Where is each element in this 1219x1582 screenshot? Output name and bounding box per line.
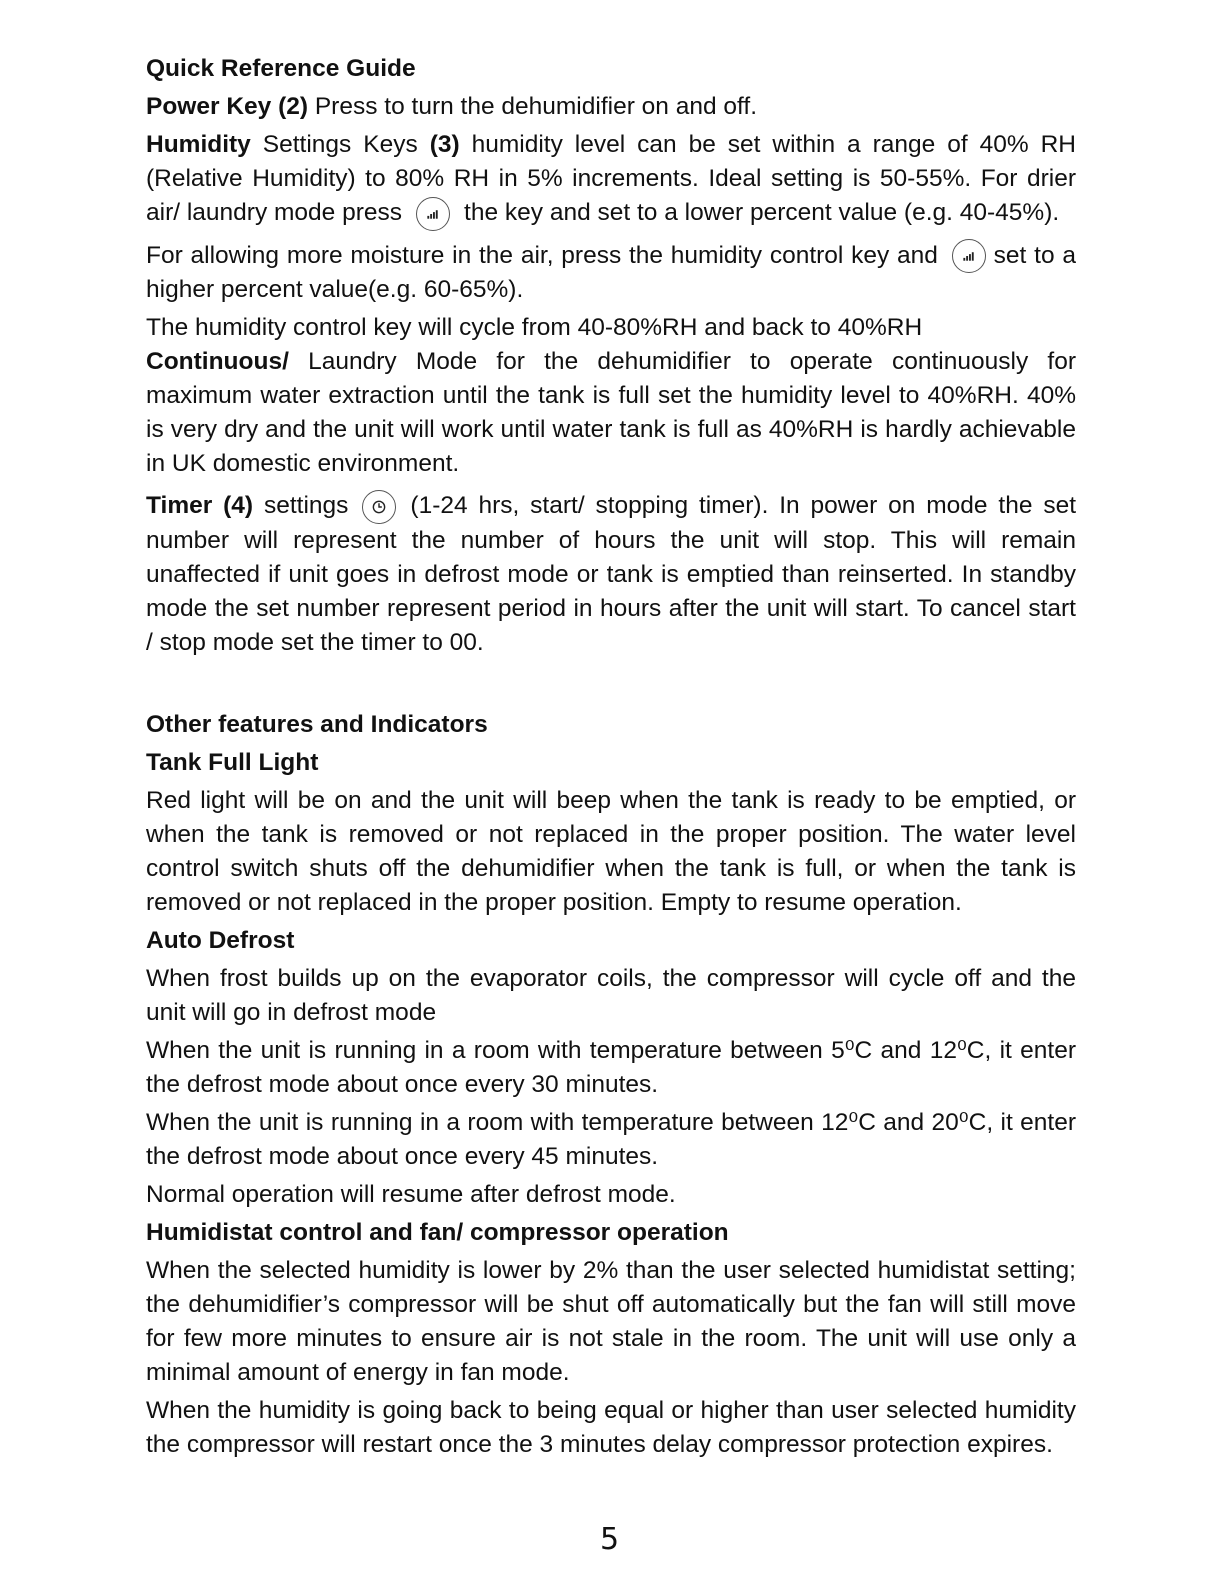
tank-full-text: Red light will be on and the unit will beep when the tank is ready to be emptied, or when the tank is removed or not replaced in the proper position. The water level control switch shuts off the dehumidifier when the tank is full, or when the tank is removed or not replaced in the proper position. Empty to resume operation. [146, 786, 1076, 916]
defrost-paragraph-3: When the unit is running in a room with temperature between 12⁰C and 20⁰C, it enter the defrost mode about once every 45 minutes. [146, 1108, 1076, 1170]
humidity-key-icon [416, 197, 450, 231]
document-body [146, 52, 1076, 1462]
humidity-text-2: humidity level can be set within a range of 40% RH (Relative Humidity) to 80% RH in 5% increments. Ideal setting is 50-55%. For drier air/ laundry mode press [146, 131, 1076, 226]
defrost-paragraph-2: When the unit is running in a room with temperature between 5⁰C and 12⁰C, it enter the defrost mode about once every 30 minutes. [146, 1036, 1076, 1098]
timer-text-2: (1-24 hrs, start/ stopping timer). In power on mode the set number will represent the number of hours the unit will stop. This will remain unaffected if unit goes in defrost mode or tank is emptied than reinserted. In standby mode the set number represent period in hours after the unit will start. To cancel start / stop mode set the timer to 00. [146, 492, 1077, 656]
timer-key-icon [362, 490, 396, 524]
timer-text-1: settings [253, 492, 349, 520]
power-key-label: Power Key (2) [146, 93, 309, 120]
defrost-paragraph-1: When frost builds up on the evaporator coils, the compressor will cycle off and the unit will go in defrost mode [146, 964, 1076, 1026]
humidity-key-icon [952, 239, 986, 273]
continuous-paragraph [146, 345, 1076, 481]
page-number: 5 [599, 1522, 620, 1557]
continuous-label: Continuous/ [146, 348, 289, 376]
humidity-text-3: the key and set to a lower percent value (e.g. 40-45%). [464, 199, 1060, 226]
humidistat-paragraph-1: When the selected humidity is lower by 2% than the user selected humidistat setting; the dehumidifier’s compressor will be shut off automatically but the fan will still move for few more minutes to ensure air is not stale in the room. The unit will use only a minimal amount of energy in fan mode. [146, 1256, 1076, 1386]
tank-full-heading: Tank Full Light [146, 748, 319, 776]
timer-paragraph [146, 489, 1076, 660]
page-title: Quick Reference Guide [146, 55, 416, 82]
humidity-text-1: Settings Keys [250, 131, 430, 158]
humidity-paragraph [146, 128, 1076, 231]
moisture-text-1: For allowing more moisture in the air, press the humidity control key and [146, 241, 938, 269]
humidity-label: Humidity [146, 131, 251, 158]
humidistat-heading: Humidistat control and fan/ compressor operation [146, 1218, 729, 1246]
other-features-heading: Other features and Indicators [146, 710, 488, 738]
moisture-text-2: set to a higher percent value(e.g. 60-65%). [146, 241, 1076, 304]
humidity-key-number: (3) [429, 131, 460, 158]
cycle-paragraph: The humidity control key will cycle from 40-80%RH and back to 40%RH [146, 314, 923, 342]
power-key-text: Press to turn the dehumidifier on and off. [308, 93, 758, 120]
humidistat-paragraph-2: When the humidity is going back to being equal or higher than user selected humidity the compressor will restart once the 3 minutes delay compressor protection expires. [146, 1396, 1076, 1458]
timer-label: Timer (4) [146, 492, 254, 520]
moisture-paragraph [146, 239, 1076, 308]
defrost-paragraph-4: Normal operation will resume after defrost mode. [146, 1180, 676, 1208]
power-key-paragraph [146, 90, 1076, 124]
continuous-text: Laundry Mode for the dehumidifier to operate continuously for maximum water extraction until the tank is full set the humidity level to 40%RH. 40% is very dry and the unit will work until water tank is full as 40%RH is hardly achievable in UK domestic environment. [146, 348, 1076, 478]
auto-defrost-heading: Auto Defrost [146, 926, 295, 954]
